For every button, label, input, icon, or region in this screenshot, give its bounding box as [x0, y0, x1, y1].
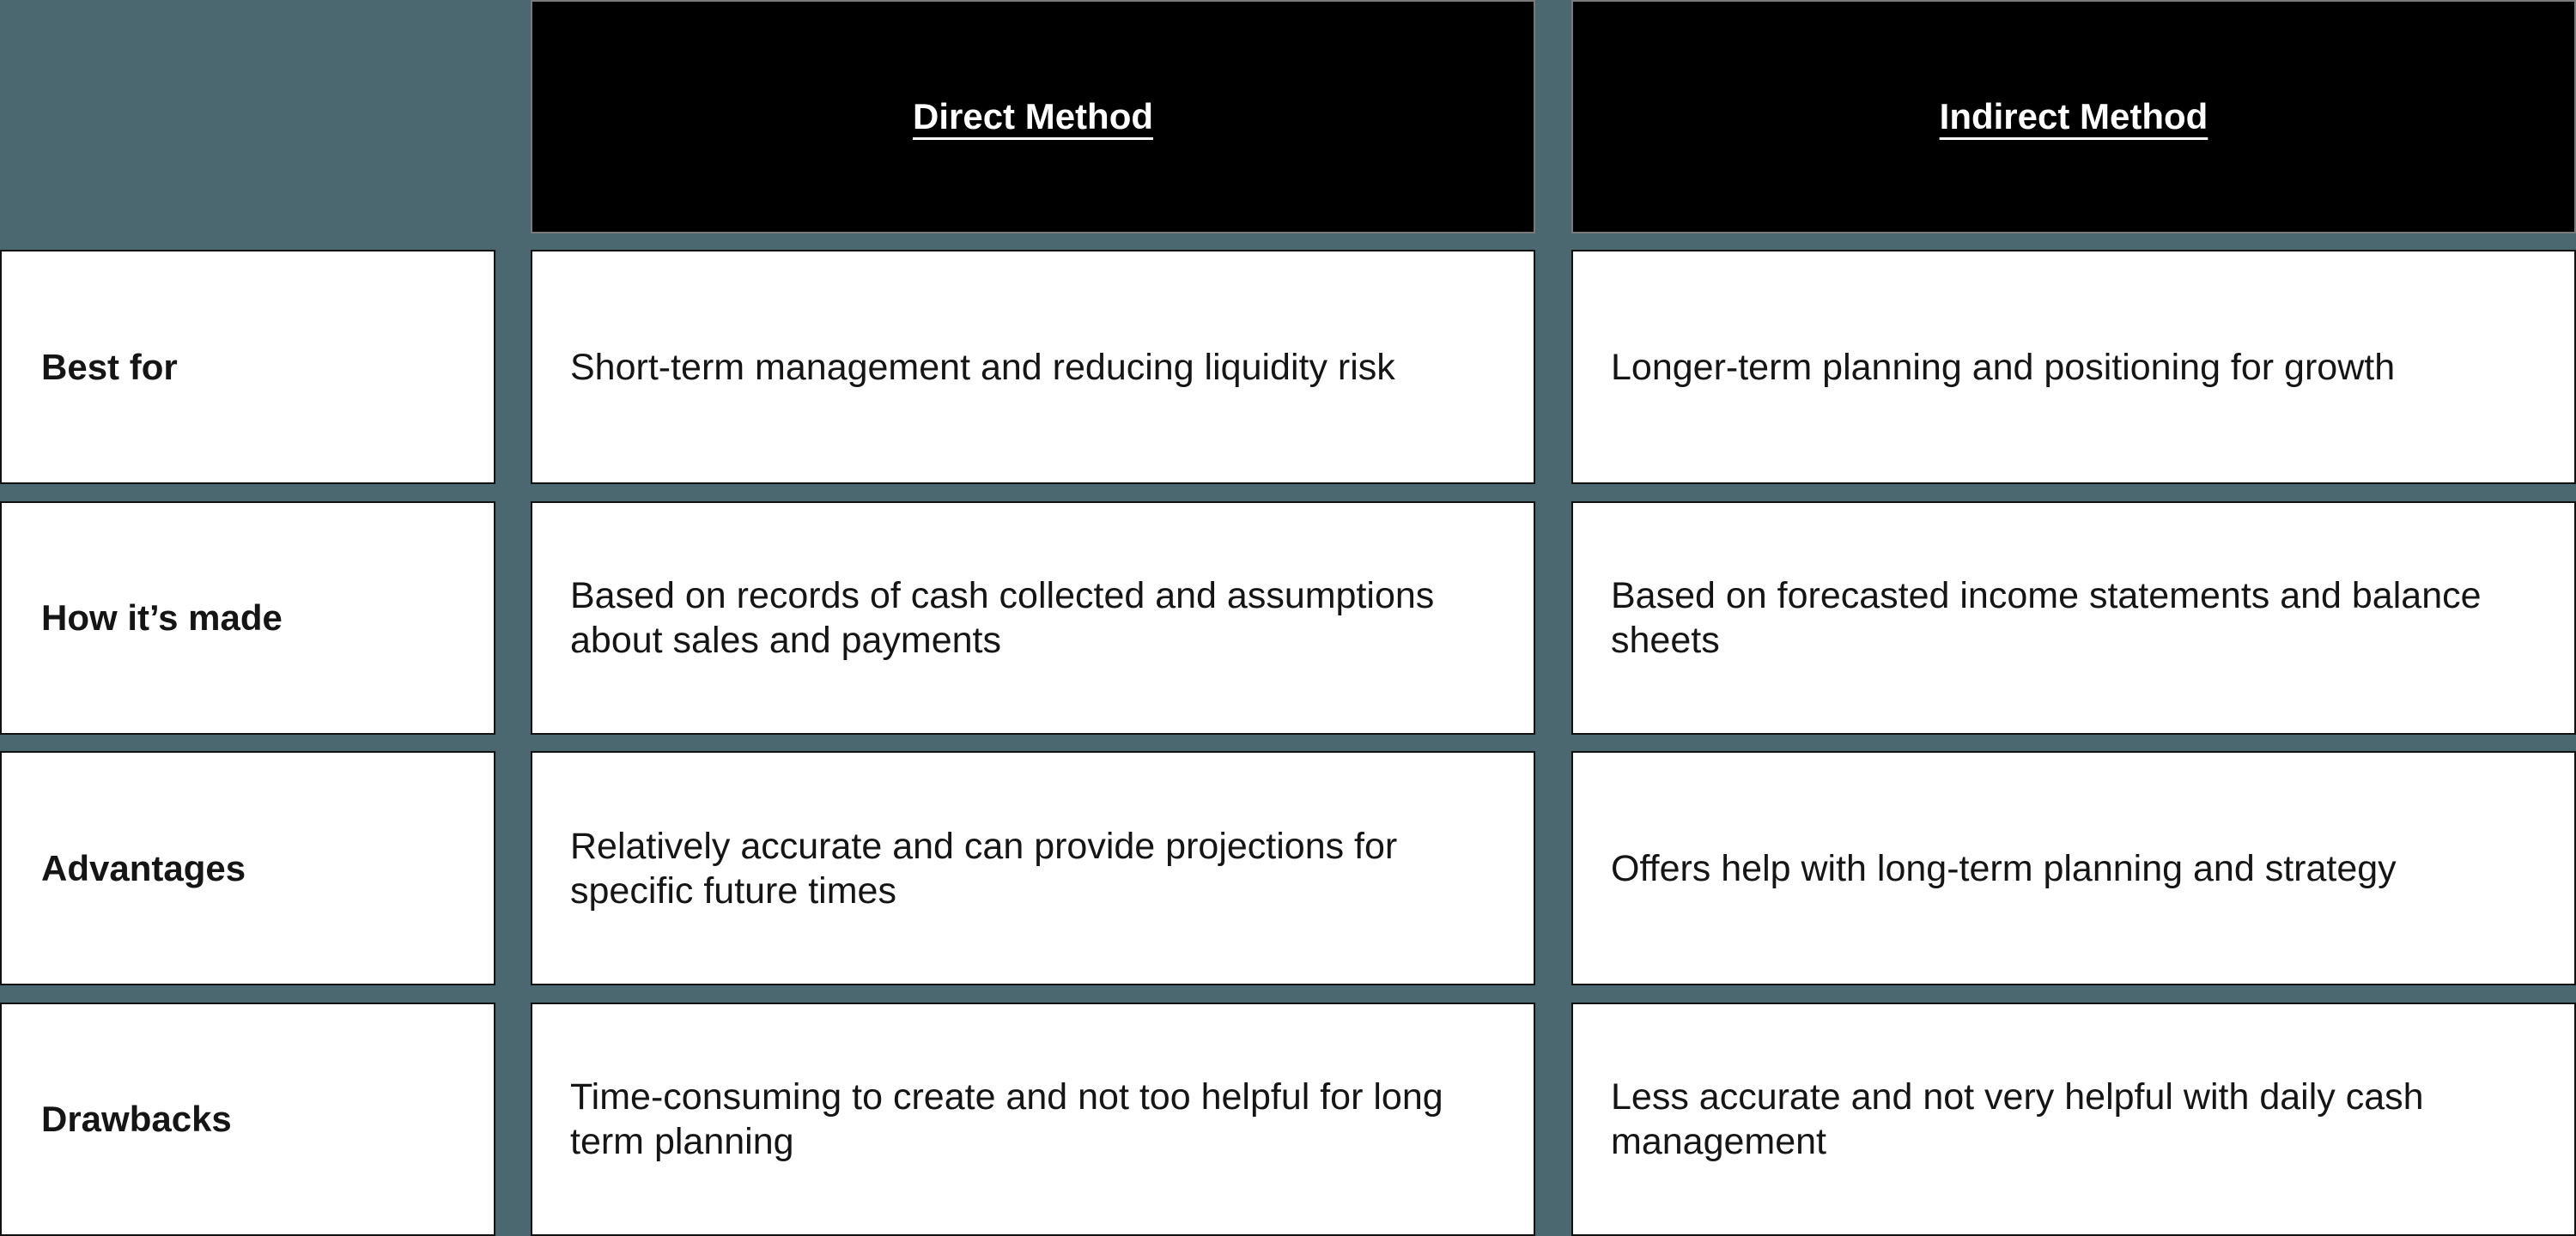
header-indirect-method [1571, 0, 2576, 233]
cell-direct-drawbacks [531, 1003, 1535, 1236]
row-label-best-for [0, 250, 495, 484]
cell-text: Relatively accurate and can provide projections for specific future times [570, 825, 1398, 912]
row-label: Drawbacks [41, 1099, 232, 1139]
row-label-how-its-made [0, 501, 495, 735]
cell-indirect-advantages [1571, 751, 2576, 985]
cell-indirect-drawbacks [1571, 1003, 2576, 1236]
row-label: Advantages [41, 847, 246, 888]
header-direct-label: Direct Method [912, 96, 1153, 136]
cell-text: Based on records of cash collected and assumptions about sales and payments [570, 575, 1435, 661]
cell-text: Time-consuming to create and not too helpful for long term planning [570, 1076, 1443, 1162]
cell-indirect-how-its-made [1571, 501, 2576, 735]
row-label: Best for [41, 346, 178, 387]
cell-text: Offers help with long-term planning and strategy [1611, 847, 2397, 889]
cell-indirect-best-for [1571, 250, 2576, 484]
header-indirect-label: Indirect Method [1939, 96, 2208, 136]
row-label-drawbacks [0, 1003, 495, 1236]
cell-text: Longer-term planning and positioning for growth [1611, 346, 2396, 388]
cell-text: Less accurate and not very helpful with daily cash management [1611, 1076, 2424, 1162]
cell-text: Short-term management and reducing liquidity risk [570, 346, 1395, 388]
cell-direct-advantages [531, 751, 1535, 985]
header-direct-method [531, 0, 1535, 233]
row-label-advantages [0, 751, 495, 985]
cell-direct-how-its-made [531, 501, 1535, 735]
cell-direct-best-for [531, 250, 1535, 484]
cell-text: Based on forecasted income statements and balance sheets [1611, 575, 2482, 661]
row-label: How it’s made [41, 597, 283, 638]
